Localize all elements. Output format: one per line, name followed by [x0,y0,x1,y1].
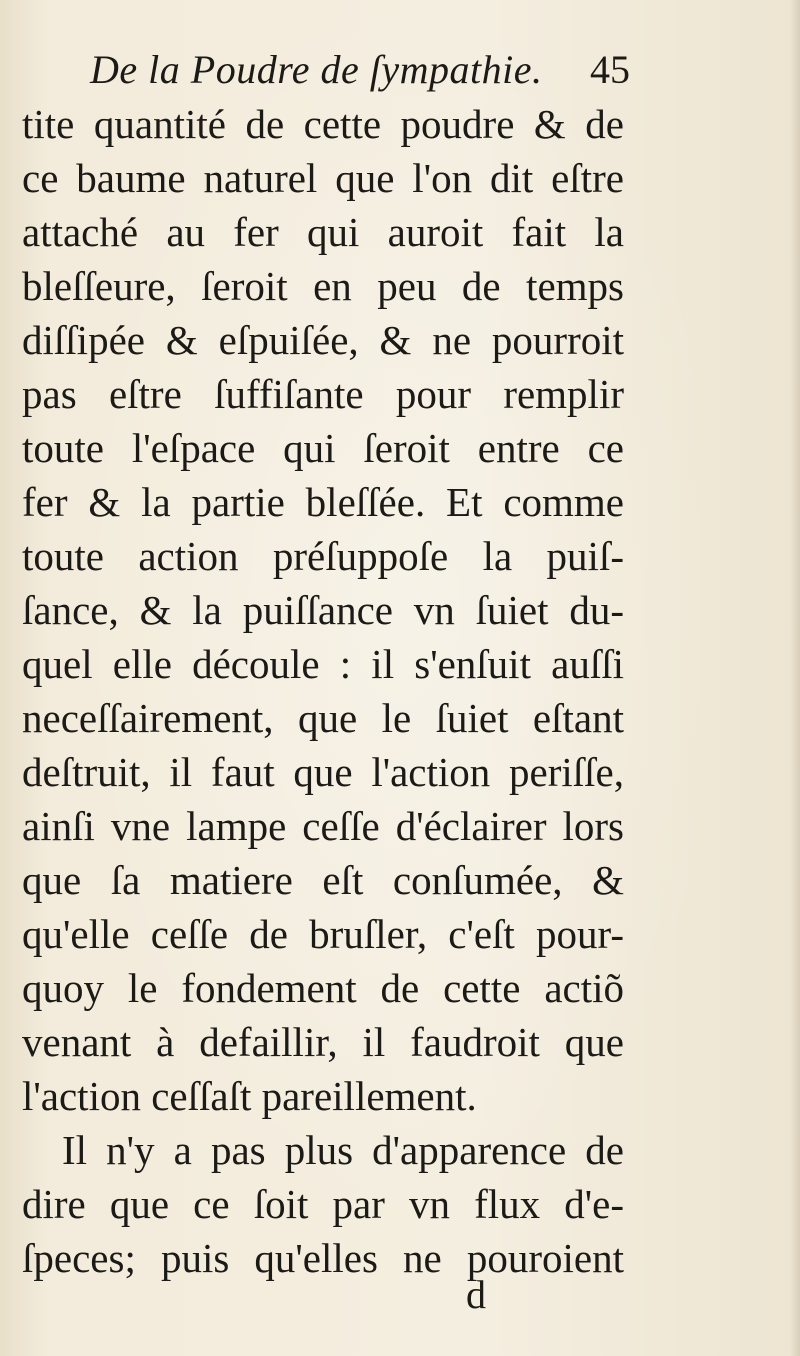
page-number: 45 [590,47,630,92]
text-line: quoy le fondement de cette actiõ [22,965,624,1011]
page-edge-shadow [790,0,800,1356]
body-text [22,97,624,1285]
text-line: diſſipée & eſpuiſée, & ne pourroit [22,317,624,363]
text-line: dire que ce ſoit par vn flux d'e- [22,1181,624,1227]
text-line: ce baume naturel que l'on dit eſtre [22,155,624,201]
text-line: fer & la partie bleſſée. Et comme [22,479,624,525]
text-line: pas eſtre ſuffiſante pour remplir [22,371,624,417]
running-title: De la Poudre de ſympathie. [90,47,543,92]
text-line: toute action préſuppoſe la puiſ- [22,533,624,579]
text-line: deſtruit, il faut que l'action periſſe, [22,749,624,795]
text-line: neceſſairement, que le ſuiet eſtant [22,695,624,741]
text-line: quel elle découle : il s'enſuit auſſi [22,641,624,687]
text-line: venant à defaillir, il faudroit que [22,1019,624,1065]
text-line: attaché au fer qui auroit fait la [22,209,624,255]
text-line: qu'elle ceſſe de bruſler, c'eſt pour- [22,911,624,957]
text-line: toute l'eſpace qui ſeroit entre ce [22,425,624,471]
text-line: Il n'y a pas plus d'apparence de [62,1127,624,1173]
text-line: tite quantité de cette poudre & de [22,101,624,147]
page-header [90,40,630,100]
text-line: que ſa matiere eſt conſumée, & [22,857,624,903]
signature-mark: d [466,1272,486,1317]
text-line: ainſi vne lampe ceſſe d'éclairer lors [22,803,624,849]
text-line: ſance, & la puiſſance vn ſuiet du- [22,587,624,633]
text-line: l'action ceſſaſt pareillement. [22,1073,477,1119]
text-line: ſpeces; puis qu'elles ne pouroient [22,1235,624,1281]
text-line: bleſſeure, ſeroit en peu de temps [22,263,624,309]
